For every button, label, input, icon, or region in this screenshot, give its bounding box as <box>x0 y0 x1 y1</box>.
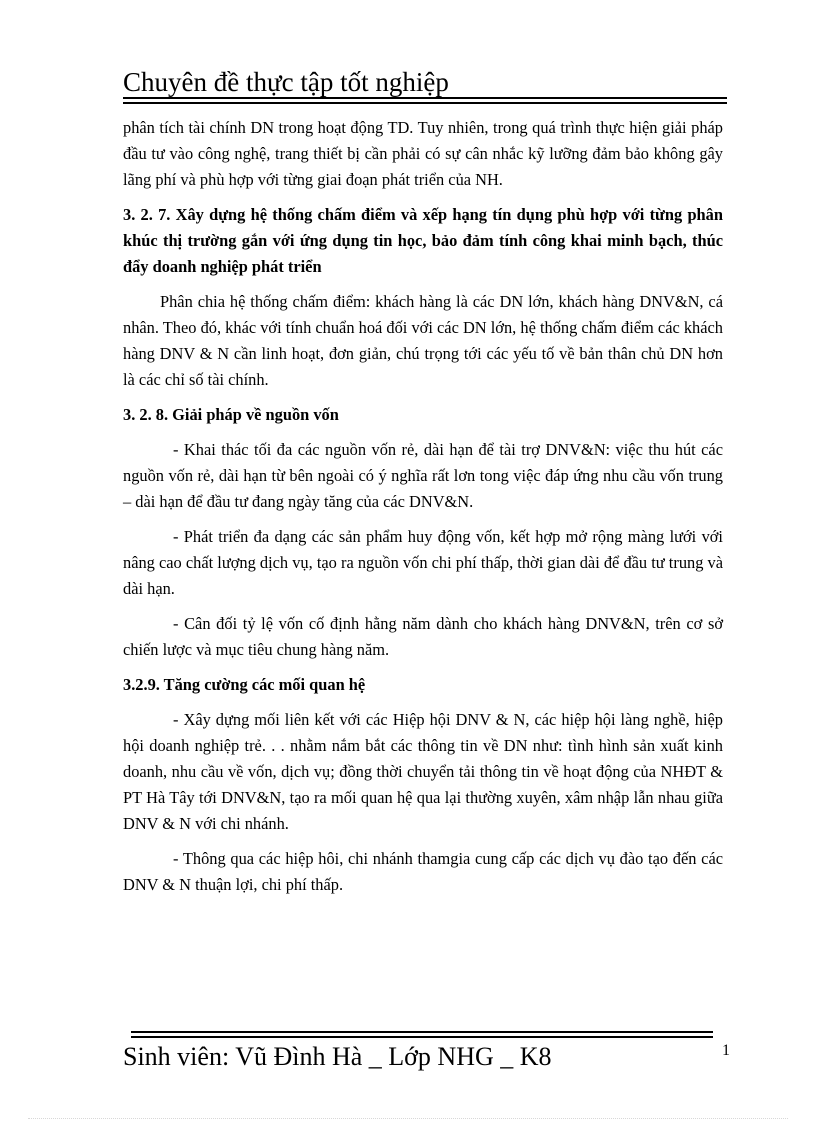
paragraph-3-2-9-1: - Xây dựng mối liên kết với các Hiệp hội DNV & N, các hiệp hội làng nghề, hiệp hội doanh nghiệp trẻ. . . nhằm nắm bắt các thông tin về DN như: tình hình sản xuất kinh doanh, nhu cầu về vốn, dịch vụ; đồng thời chuyển tải thông tin về hoạt động của NHĐT & PT Hà Tây tới DNV&N, tạo ra mối quan hệ qua lại thường xuyên, xâm nhập lẫn nhau giữa DNV & N với chi nhánh. <box>123 710 723 833</box>
header-rule-thick <box>123 97 727 99</box>
section-heading-3-2-9: 3.2.9. Tăng cường các mối quan hệ <box>123 675 366 694</box>
paragraph-3-2-7: Phân chia hệ thống chấm điểm: khách hàng là các DN lớn, khách hàng DNV&N, cá nhân. Theo đó, khác với tính chuẩn hoá đối với các DN lớn, hệ thống chấm điểm các khách hàng DNV & N cần linh hoạt, đơn giản, chú trọng tới các yếu tố về bản thân chủ DN hơn là các chỉ số tài chính. <box>123 292 723 389</box>
footer-student-info: Sinh viên: Vũ Đình Hà _ Lớp NHG _ K8 <box>123 1042 552 1071</box>
header-title: Chuyên đề thực tập tốt nghiệp <box>123 67 449 97</box>
footer-rule-thick <box>131 1031 713 1033</box>
paragraph-intro: phân tích tài chính DN trong hoạt động TD. Tuy nhiên, trong quá trình thực hiện giải pháp đầu tư vào công nghệ, trang thiết bị cần phải có sự cân nhắc kỹ lưỡng đảm bảo không gây lãng phí và phù hợp với từng giai đoạn phát triển của NH. <box>123 118 723 189</box>
paragraph-3-2-8-1: - Khai thác tối đa các nguồn vốn rẻ, dài hạn để tài trợ DNV&N: việc thu hút các nguồn vốn rẻ, dài hạn từ bên ngoài có ý nghĩa rất lơn tong việc đáp ứng nhu cầu vốn trung – dài hạn để đầu tư đang ngày tăng của các DNV&N. <box>123 440 723 511</box>
section-heading-3-2-7: 3. 2. 7. Xây dựng hệ thống chấm điểm và xếp hạng tín dụng phù hợp với từng phân khúc thị trường gắn với ứng dụng tin học, bảo đảm tính công khai minh bạch, thúc đẩy doanh nghiệp phát triển <box>123 205 723 276</box>
header-rule-thin <box>123 102 727 104</box>
section-heading-3-2-8: 3. 2. 8. Giải pháp về nguồn vốn <box>123 405 339 424</box>
paragraph-3-2-8-3: - Cân đối tỷ lệ vốn cố định hằng năm dành cho khách hàng DNV&N, trên cơ sở chiến lược và mục tiêu chung hàng năm. <box>123 614 723 659</box>
paragraph-3-2-9-2: - Thông qua các hiệp hôi, chi nhánh thamgia cung cấp các dịch vụ đào tạo đến các DNV & N thuận lợi, chi phí thấp. <box>123 849 723 894</box>
paragraph-3-2-8-2: - Phát triển đa dạng các sản phẩm huy động vốn, kết hợp mở rộng màng lưới với nâng cao chất lượng dịch vụ, tạo ra nguồn vốn chi phí thấp, thời gian dài để đầu tư trung và dài hạn. <box>123 527 723 598</box>
footer-rule-thin <box>131 1036 713 1038</box>
page-number: 1 <box>722 1042 730 1059</box>
page-body <box>123 115 723 907</box>
page-edge-divider <box>28 1118 788 1119</box>
